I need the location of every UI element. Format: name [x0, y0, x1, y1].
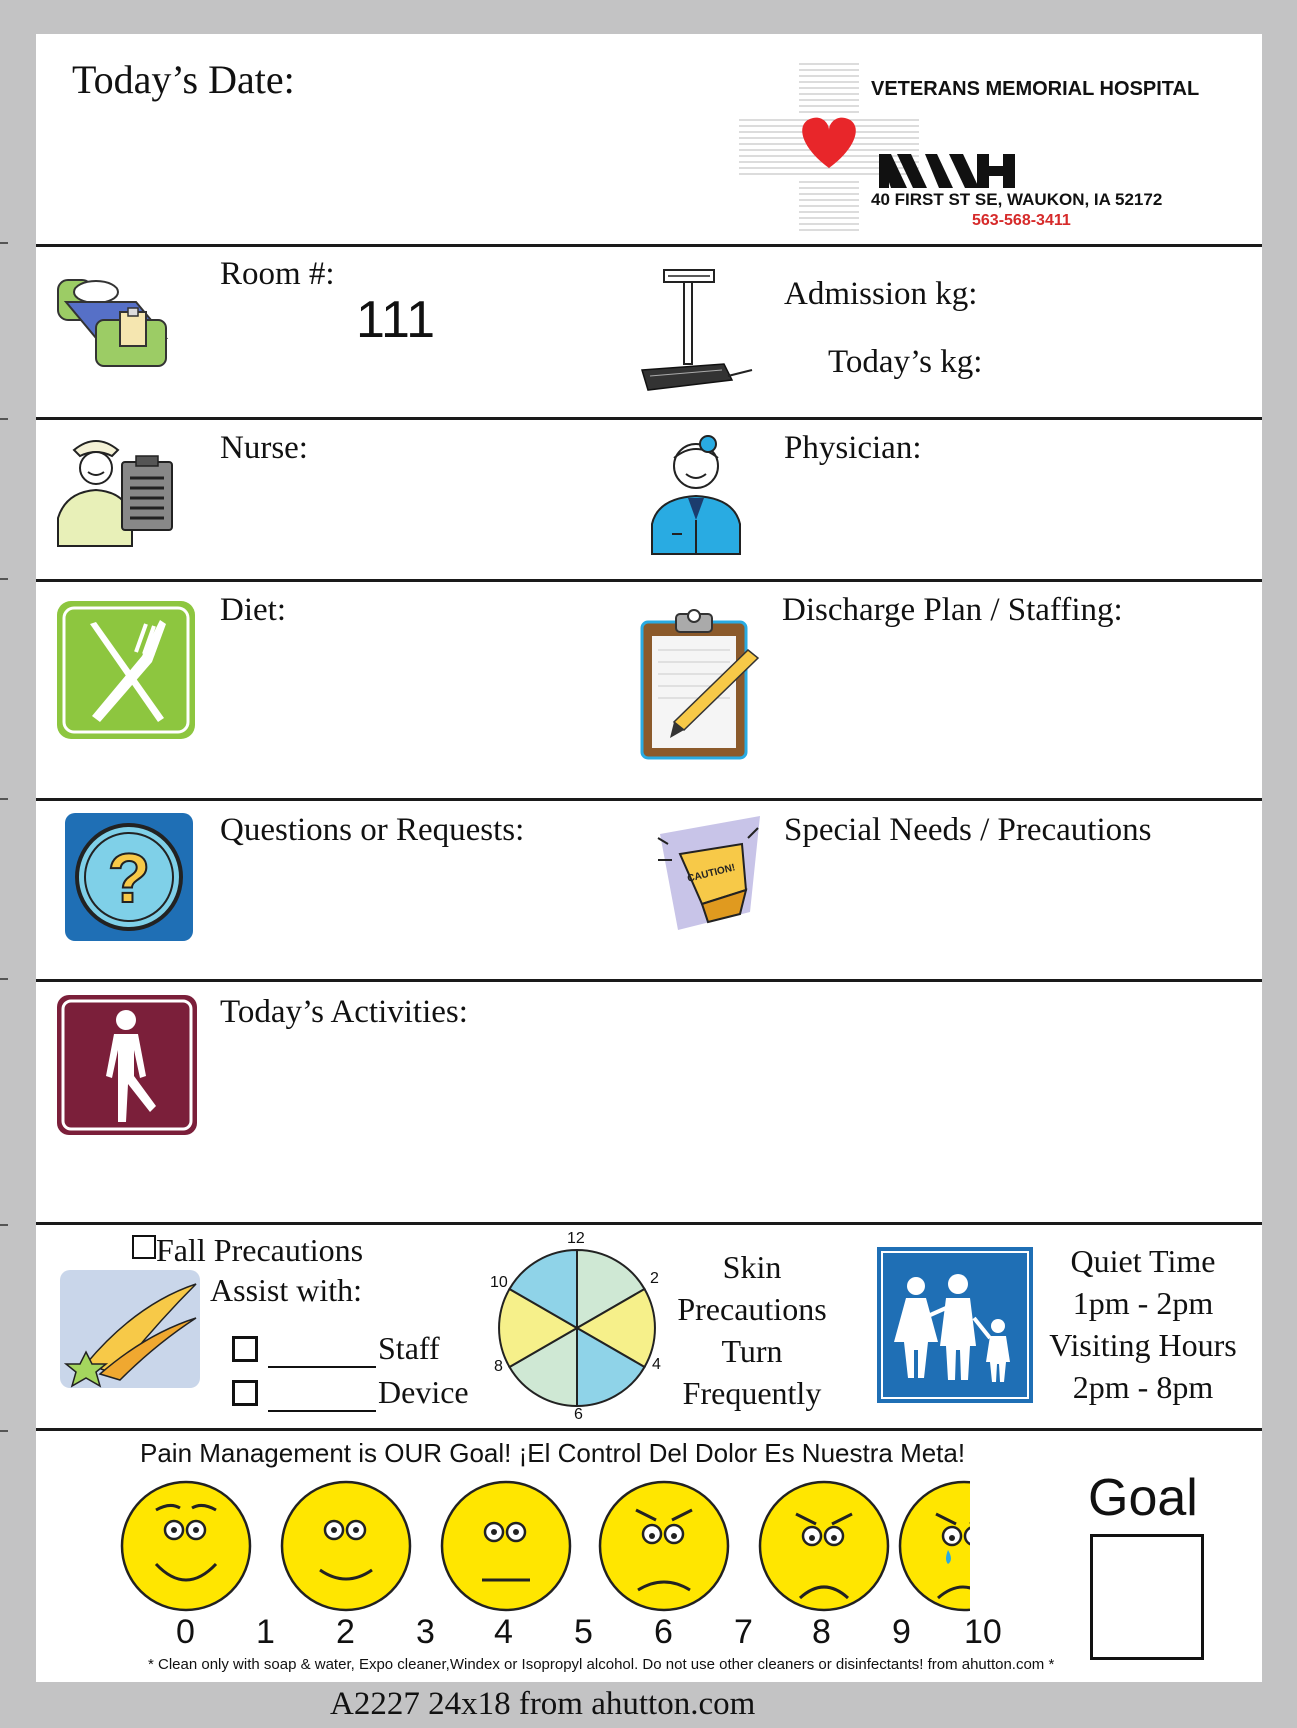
caution-sign-icon — [650, 814, 770, 939]
todays-kg-label: Today’s kg: — [828, 344, 983, 380]
skin-line: Frequently — [682, 1375, 822, 1411]
staff-blank-line[interactable] — [268, 1366, 376, 1368]
quiet-line: 2pm - 8pm — [1072, 1369, 1214, 1405]
hospital-phone: 563-568-3411 — [972, 212, 1071, 229]
frame-tick — [0, 978, 8, 980]
question-mark-icon — [64, 812, 194, 947]
pain-scale-0: 0 — [176, 1613, 195, 1651]
face-8-icon — [760, 1482, 888, 1610]
device-blank-line[interactable] — [268, 1410, 376, 1412]
pain-scale-9: 9 — [892, 1613, 911, 1651]
skin-line: Skin — [722, 1249, 782, 1285]
family-sign-icon — [876, 1246, 1034, 1409]
footer-product-code: A2227 24x18 from ahutton.com — [330, 1686, 756, 1722]
fall-precautions-checkbox[interactable] — [132, 1235, 156, 1259]
pain-faces — [120, 1480, 970, 1621]
clock-label-8: 8 — [494, 1358, 503, 1375]
frame-tick — [0, 578, 8, 580]
pain-scale-4: 4 — [494, 1613, 513, 1651]
svg-text:CAUTION!: CAUTION! — [686, 862, 737, 885]
staff-checkbox[interactable] — [232, 1336, 258, 1362]
room-number[interactable]: 111 — [356, 291, 436, 349]
pain-scale-3: 3 — [416, 1613, 435, 1651]
skin-line: Precautions — [677, 1291, 827, 1327]
divider — [36, 979, 1262, 982]
pain-scale-5: 5 — [574, 1613, 593, 1651]
goal-label: Goal — [1088, 1469, 1198, 1527]
pain-management-heading: Pain Management is OUR Goal! ¡El Control Del Dolor Es Nuestra Meta! — [140, 1438, 966, 1468]
face-10-icon — [900, 1482, 970, 1610]
face-0-icon — [122, 1482, 250, 1610]
frame-tick — [0, 418, 8, 420]
clock-label-10: 10 — [490, 1274, 508, 1291]
hospital-name: VETERANS MEMORIAL HOSPITAL — [871, 78, 1200, 100]
device-checkbox[interactable] — [232, 1380, 258, 1406]
room-label: Room #: — [220, 256, 335, 292]
quiet-line: Quiet Time — [1070, 1243, 1216, 1279]
physician-label: Physician: — [784, 430, 922, 466]
quiet-time-text — [1036, 1240, 1250, 1408]
questions-requests-label: Questions or Requests: — [220, 812, 525, 848]
clipboard-icon — [640, 606, 766, 767]
fall-precautions-label: Fall Precautions — [156, 1232, 364, 1268]
face-6-icon — [600, 1482, 728, 1610]
assist-with-label: Assist with: — [210, 1272, 363, 1308]
nurse-label: Nurse: — [220, 430, 308, 466]
special-needs-label: Special Needs / Precautions — [784, 812, 1152, 848]
clock-label-4: 4 — [652, 1356, 661, 1373]
divider — [36, 1428, 1262, 1431]
hospital-address: 40 FIRST ST SE, WAUKON, IA 52172 — [871, 190, 1163, 209]
svg-text:?: ? — [107, 839, 151, 917]
admission-kg-label: Admission kg: — [784, 276, 978, 312]
skin-precautions-text — [662, 1246, 842, 1414]
frame-tick — [0, 242, 8, 244]
pain-scale-6: 6 — [654, 1613, 673, 1651]
weight-scale-icon — [636, 266, 756, 401]
pain-scale-7: 7 — [734, 1613, 753, 1651]
whiteboard — [36, 34, 1262, 1682]
walking-person-icon — [56, 994, 198, 1141]
cleaning-disclaimer: * Clean only with soap & water, Expo cleaner,Windex or Isopropyl alcohol. Do not use other cleaners or disinfectants! from ahutton.com * — [148, 1656, 1055, 1673]
quiet-line: 1pm - 2pm — [1072, 1285, 1214, 1321]
pain-scale-2: 2 — [336, 1613, 355, 1651]
frame-tick — [0, 1224, 8, 1226]
diet-label: Diet: — [220, 592, 286, 628]
frame-tick — [0, 798, 8, 800]
divider — [36, 1222, 1262, 1225]
nurse-icon — [56, 428, 182, 555]
face-2-icon — [282, 1482, 410, 1610]
clock-label-12: 12 — [567, 1230, 585, 1247]
clock-label-6: 6 — [574, 1406, 583, 1423]
quiet-line: Visiting Hours — [1049, 1327, 1237, 1363]
shooting-star-icon — [56, 1264, 206, 1399]
face-4-icon — [442, 1482, 570, 1610]
discharge-plan-label: Discharge Plan / Staffing: — [782, 592, 1123, 628]
hospital-bed-icon — [56, 262, 176, 379]
todays-date-label: Today’s Date: — [72, 57, 295, 102]
pain-scale-10: 10 — [964, 1613, 1002, 1651]
goal-box[interactable] — [1090, 1534, 1204, 1660]
staff-label: Staff — [378, 1330, 440, 1366]
turning-clock-icon — [482, 1228, 672, 1423]
physician-icon — [650, 426, 750, 563]
todays-activities-label: Today’s Activities: — [220, 994, 468, 1030]
divider — [36, 417, 1262, 420]
pain-scale-8: 8 — [812, 1613, 831, 1651]
skin-line: Turn — [721, 1333, 783, 1369]
divider — [36, 579, 1262, 582]
device-label: Device — [378, 1374, 469, 1410]
fork-knife-icon — [56, 600, 196, 745]
frame-tick — [0, 1430, 8, 1432]
clock-label-2: 2 — [650, 1270, 659, 1287]
divider — [36, 244, 1262, 247]
divider — [36, 798, 1262, 801]
pain-scale-1: 1 — [256, 1613, 275, 1651]
